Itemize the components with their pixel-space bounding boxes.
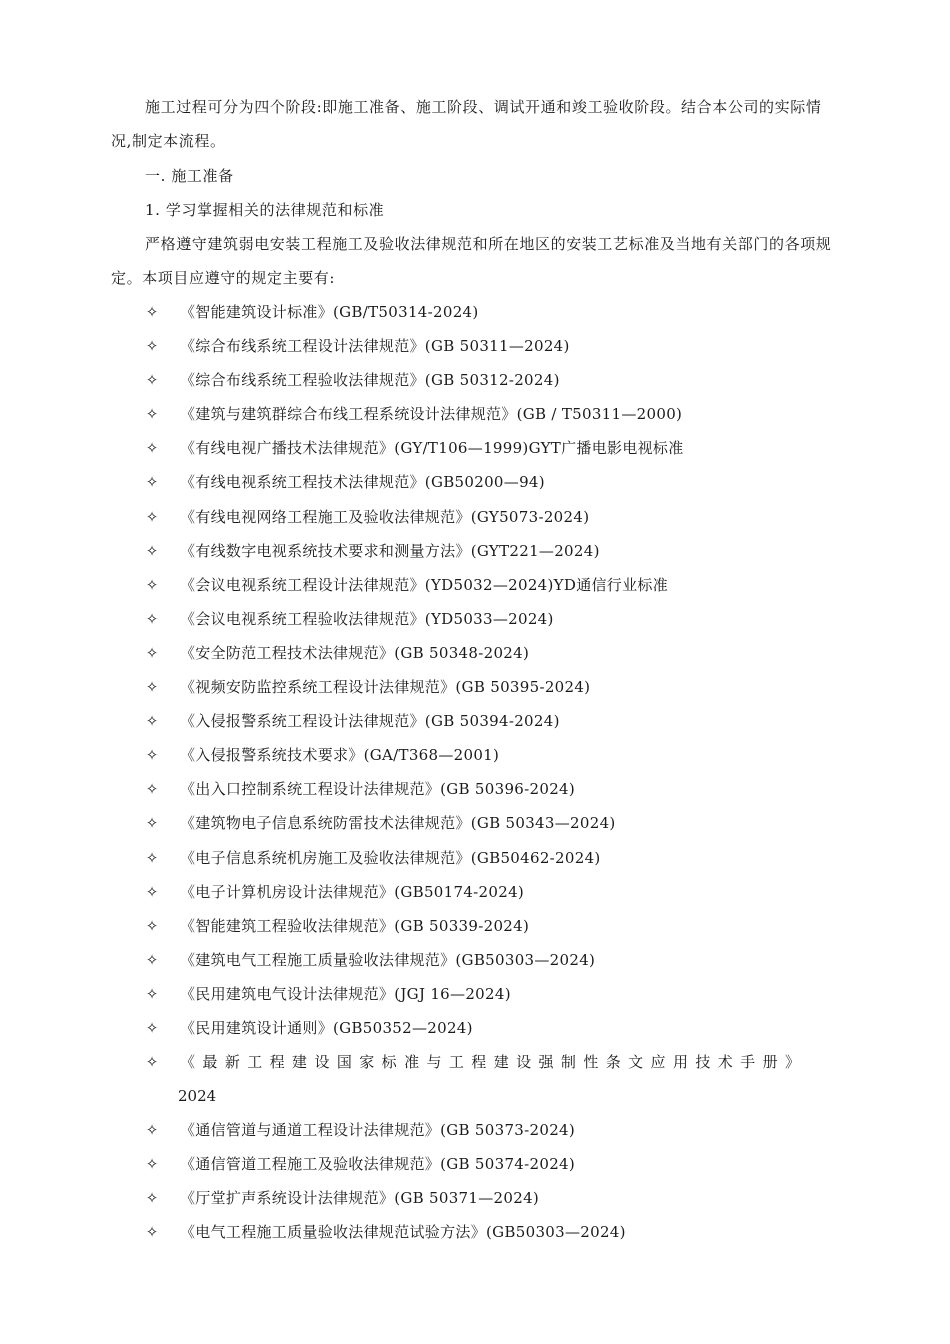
body-paragraph: 严格遵守建筑弱电安装工程施工及验收法律规范和所在地区的安装工艺标准及当地有关部门的各项规定。本项目应遵守的规定主要有: bbox=[111, 235, 832, 287]
diamond-star-icon: ✧ bbox=[145, 507, 159, 526]
diamond-star-icon: ✧ bbox=[145, 848, 159, 867]
diamond-star-icon: ✧ bbox=[145, 814, 159, 833]
list-item bbox=[0, 914, 950, 948]
standard-title: 《有线电视广播技术法律规范》(GY/T106—1999)GYT广播电影电视标准 bbox=[180, 439, 684, 458]
standard-title: 《电子信息系统机房施工及验收法律规范》(GB50462-2024) bbox=[180, 848, 601, 867]
standard-title: 《有线数字电视系统技术要求和测量方法》(GYT221—2024) bbox=[180, 541, 600, 560]
standard-title: 《建筑物电子信息系统防雷技术法律规范》(GB 50343—2024) bbox=[180, 814, 616, 833]
list-item bbox=[0, 470, 950, 504]
standard-title: 《智能建筑设计标准》(GB/T50314-2024) bbox=[180, 303, 479, 321]
diamond-star-icon: ✧ bbox=[145, 473, 159, 492]
standard-title: 《视频安防监控系统工程设计法律规范》(GB 50395-2024) bbox=[180, 678, 591, 697]
section-heading: 一. 施工准备 bbox=[145, 167, 234, 185]
standard-year: 2024 bbox=[178, 1087, 217, 1106]
list-item bbox=[0, 1152, 950, 1186]
list-item bbox=[0, 607, 950, 641]
standard-title: 《建筑电气工程施工质量验收法律规范》(GB50303—2024) bbox=[180, 950, 596, 969]
diamond-star-icon: ✧ bbox=[145, 1223, 159, 1242]
diamond-star-icon: ✧ bbox=[145, 1189, 159, 1208]
diamond-star-icon: ✧ bbox=[145, 1121, 159, 1140]
standard-title: 《综合布线系统工程设计法律规范》(GB 50311—2024) bbox=[180, 337, 570, 356]
diamond-star-icon: ✧ bbox=[145, 950, 159, 969]
standard-title: 《智能建筑工程验收法律规范》(GB 50339-2024) bbox=[180, 916, 530, 935]
list-item bbox=[0, 777, 950, 811]
diamond-star-icon: ✧ bbox=[145, 916, 159, 935]
standard-title: 《会议电视系统工程验收法律规范》(YD5033—2024) bbox=[180, 609, 554, 628]
list-item bbox=[0, 402, 950, 436]
standard-title: 《有线电视系统工程技术法律规范》(GB50200—94) bbox=[180, 473, 545, 492]
diamond-star-icon: ✧ bbox=[145, 1053, 159, 1072]
list-item bbox=[0, 880, 950, 914]
list-item bbox=[0, 1186, 950, 1220]
list-item bbox=[0, 368, 950, 402]
standard-title: 《入侵报警系统技术要求》(GA/T368—2001) bbox=[180, 746, 500, 765]
diamond-star-icon: ✧ bbox=[145, 1018, 159, 1037]
list-item bbox=[0, 709, 950, 743]
list-item bbox=[0, 505, 950, 539]
diamond-star-icon: ✧ bbox=[145, 712, 159, 731]
list-item bbox=[0, 641, 950, 675]
diamond-star-icon: ✧ bbox=[145, 678, 159, 697]
standard-title: 《安全防范工程技术法律规范》(GB 50348-2024) bbox=[180, 643, 530, 662]
diamond-star-icon: ✧ bbox=[145, 643, 159, 662]
list-item bbox=[0, 982, 950, 1016]
standard-title: 《通信管道工程施工及验收法律规范》(GB 50374-2024) bbox=[180, 1155, 576, 1174]
list-item bbox=[0, 300, 950, 334]
list-item bbox=[0, 436, 950, 470]
diamond-star-icon: ✧ bbox=[145, 746, 159, 765]
list-item bbox=[0, 948, 950, 982]
standard-title: 《出入口控制系统工程设计法律规范》(GB 50396-2024) bbox=[180, 780, 576, 799]
standard-title: 《厅堂扩声系统设计法律规范》(GB 50371—2024) bbox=[180, 1189, 540, 1208]
diamond-star-icon: ✧ bbox=[145, 303, 159, 321]
diamond-star-icon: ✧ bbox=[145, 337, 159, 356]
list-item bbox=[0, 811, 950, 845]
list-item bbox=[0, 743, 950, 777]
diamond-star-icon: ✧ bbox=[145, 541, 159, 560]
list-item bbox=[0, 1050, 950, 1118]
list-item bbox=[0, 1118, 950, 1152]
subsection-heading: 1. 学习掌握相关的法律规范和标准 bbox=[145, 201, 385, 219]
standard-title: 《综合布线系统工程验收法律规范》(GB 50312-2024) bbox=[180, 371, 560, 390]
diamond-star-icon: ✧ bbox=[145, 609, 159, 628]
list-item bbox=[0, 846, 950, 880]
standard-title: 《最新工程建设国家标准与工程建设强制性条文应用技术手册》 bbox=[180, 1053, 800, 1072]
standard-title: 《电气工程施工质量验收法律规范试验方法》(GB50303—2024) bbox=[180, 1223, 626, 1242]
diamond-star-icon: ✧ bbox=[145, 780, 159, 799]
standard-title: 《民用建筑设计通则》(GB50352—2024) bbox=[180, 1018, 473, 1037]
standard-title: 《通信管道与通道工程设计法律规范》(GB 50373-2024) bbox=[180, 1121, 576, 1140]
list-item bbox=[0, 573, 950, 607]
standard-title: 《入侵报警系统工程设计法律规范》(GB 50394-2024) bbox=[180, 712, 560, 731]
list-item bbox=[0, 334, 950, 368]
diamond-star-icon: ✧ bbox=[145, 882, 159, 901]
standard-title: 《建筑与建筑群综合布线工程系统设计法律规范》(GB / T50311—2000) bbox=[180, 405, 683, 424]
diamond-star-icon: ✧ bbox=[145, 405, 159, 424]
list-item bbox=[0, 539, 950, 573]
diamond-star-icon: ✧ bbox=[145, 1155, 159, 1174]
diamond-star-icon: ✧ bbox=[145, 575, 159, 594]
intro-paragraph: 施工过程可分为四个阶段:即施工准备、施工阶段、调试开通和竣工验收阶段。结合本公司的实际情况,制定本流程。 bbox=[111, 98, 822, 150]
standard-title: 《电子计算机房设计法律规范》(GB50174-2024) bbox=[180, 882, 525, 901]
diamond-star-icon: ✧ bbox=[145, 984, 159, 1003]
standards-list bbox=[0, 300, 950, 1254]
diamond-star-icon: ✧ bbox=[145, 371, 159, 390]
standard-title: 《民用建筑电气设计法律规范》(JGJ 16—2024) bbox=[180, 984, 511, 1003]
standard-title: 《有线电视网络工程施工及验收法律规范》(GY5073-2024) bbox=[180, 507, 590, 526]
list-item bbox=[0, 675, 950, 709]
standard-title: 《会议电视系统工程设计法律规范》(YD5032—2024)YD通信行业标准 bbox=[180, 575, 669, 594]
diamond-star-icon: ✧ bbox=[145, 439, 159, 458]
list-item bbox=[0, 1220, 950, 1254]
